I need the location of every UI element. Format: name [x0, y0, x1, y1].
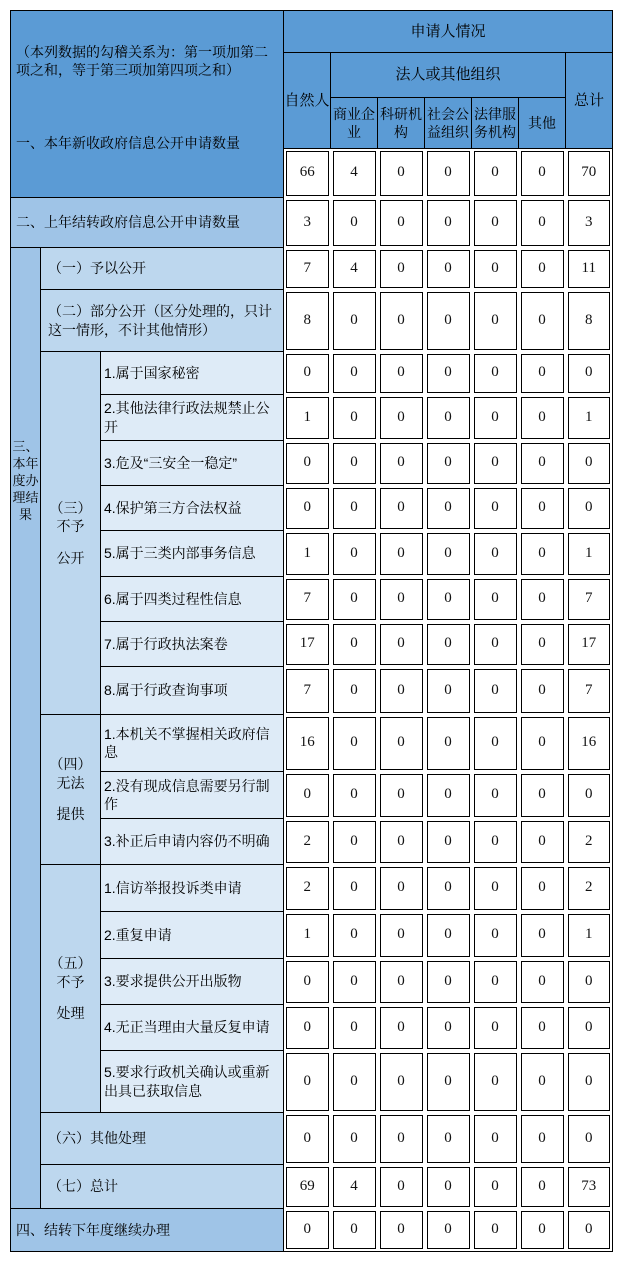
value-cell: 0 [566, 441, 613, 486]
section-label-results-vertical: 三、本年度办理结果 [11, 248, 41, 1209]
value-cell: 0 [472, 486, 519, 531]
value-cell: 0 [472, 198, 519, 248]
value-cell: 0 [425, 441, 472, 486]
item-label: 5.要求行政机关确认或重新出具已获取信息 [101, 1051, 284, 1113]
legal-org-header: 法人或其他组织 [331, 53, 566, 98]
item-label: 2.没有现成信息需要另行制作 [101, 772, 284, 819]
value-cell: 0 [331, 395, 378, 441]
value-cell: 7 [284, 577, 331, 622]
value-cell: 11 [566, 248, 613, 290]
value-cell: 4 [331, 149, 378, 198]
value-cell: 0 [425, 290, 472, 352]
value-cell: 0 [472, 912, 519, 959]
item-label: 3.要求提供公开出版物 [101, 959, 284, 1005]
item-label: 7.属于行政执法案卷 [101, 622, 284, 667]
value-cell: 0 [331, 819, 378, 865]
value-cell: 0 [331, 865, 378, 912]
value-cell: 7 [566, 667, 613, 715]
value-cell: 0 [378, 959, 425, 1005]
value-cell: 7 [284, 667, 331, 715]
value-cell: 0 [331, 1005, 378, 1051]
value-cell: 0 [331, 667, 378, 715]
value-cell: 0 [472, 667, 519, 715]
value-cell: 0 [284, 1209, 331, 1252]
value-cell: 0 [284, 1005, 331, 1051]
value-cell: 0 [425, 667, 472, 715]
value-cell: 0 [566, 772, 613, 819]
value-cell: 0 [425, 198, 472, 248]
value-cell: 0 [331, 959, 378, 1005]
value-cell: 0 [472, 1005, 519, 1051]
value-cell: 2 [284, 819, 331, 865]
value-cell: 0 [331, 198, 378, 248]
value-cell: 0 [425, 149, 472, 198]
value-cell: 0 [378, 248, 425, 290]
value-cell: 17 [284, 622, 331, 667]
value-cell: 0 [331, 622, 378, 667]
row-label-carry-to-next-year: 四、结转下年度继续办理 [11, 1209, 284, 1252]
value-cell: 0 [378, 1165, 425, 1209]
value-cell: 0 [284, 441, 331, 486]
org-type-header-welfare: 社会公益组织 [425, 98, 472, 149]
value-cell: 0 [378, 531, 425, 577]
value-cell: 0 [519, 486, 566, 531]
value-cell: 16 [566, 715, 613, 772]
value-cell: 0 [378, 1113, 425, 1165]
value-cell: 0 [472, 149, 519, 198]
value-cell: 0 [519, 441, 566, 486]
value-cell: 0 [331, 912, 378, 959]
value-cell: 4 [331, 1165, 378, 1209]
value-cell: 0 [519, 772, 566, 819]
value-cell: 0 [378, 441, 425, 486]
item-label: 5.属于三类内部事务信息 [101, 531, 284, 577]
value-cell: 1 [284, 395, 331, 441]
org-type-header-research: 科研机构 [378, 98, 425, 149]
value-cell: 3 [566, 198, 613, 248]
value-cell: 0 [425, 715, 472, 772]
value-cell: 66 [284, 149, 331, 198]
applicant-status-header: 申请人情况 [284, 11, 613, 53]
value-cell: 0 [425, 865, 472, 912]
value-cell: 0 [378, 772, 425, 819]
value-cell: 0 [378, 149, 425, 198]
value-cell: 73 [566, 1165, 613, 1209]
value-cell: 16 [284, 715, 331, 772]
value-cell: 2 [566, 819, 613, 865]
value-cell: 0 [519, 1165, 566, 1209]
value-cell: 0 [519, 531, 566, 577]
value-cell: 69 [284, 1165, 331, 1209]
value-cell: 0 [425, 772, 472, 819]
value-cell: 17 [566, 622, 613, 667]
value-cell: 0 [472, 395, 519, 441]
value-cell: 0 [425, 1051, 472, 1113]
value-cell: 0 [378, 1051, 425, 1113]
value-cell: 0 [378, 290, 425, 352]
disclosure-requests-table [10, 10, 613, 1252]
value-cell: 0 [472, 622, 519, 667]
item-label: 1.信访举报投诉类申请 [101, 865, 284, 912]
value-cell: 0 [331, 486, 378, 531]
value-cell: 0 [519, 290, 566, 352]
value-cell: 0 [378, 622, 425, 667]
item-label: 2.重复申请 [101, 912, 284, 959]
value-cell: 0 [331, 441, 378, 486]
value-cell: 0 [519, 959, 566, 1005]
value-cell: 0 [378, 1209, 425, 1252]
value-cell: 0 [472, 577, 519, 622]
value-cell: 0 [566, 352, 613, 395]
value-cell: 0 [566, 486, 613, 531]
value-cell: 0 [472, 441, 519, 486]
group-label-refused: （三）不予 公开 [41, 352, 101, 715]
value-cell: 0 [331, 290, 378, 352]
value-cell: 0 [425, 819, 472, 865]
item-label: 1.本机关不掌握相关政府信息 [101, 715, 284, 772]
value-cell: 0 [284, 1051, 331, 1113]
value-cell: 0 [331, 1113, 378, 1165]
item-label: 6.属于四类过程性信息 [101, 577, 284, 622]
row-label-granted: （一）予以公开 [41, 248, 284, 290]
value-cell: 8 [566, 290, 613, 352]
natural-person-header: 自然人 [284, 53, 331, 149]
value-cell: 0 [472, 1209, 519, 1252]
value-cell: 0 [425, 912, 472, 959]
item-label: 4.无正当理由大量反复申请 [101, 1005, 284, 1051]
item-label: 4.保护第三方合法权益 [101, 486, 284, 531]
value-cell: 0 [519, 667, 566, 715]
value-cell: 0 [425, 1209, 472, 1252]
value-cell: 0 [472, 715, 519, 772]
value-cell: 0 [284, 352, 331, 395]
value-cell: 0 [284, 959, 331, 1005]
value-cell: 0 [425, 531, 472, 577]
value-cell: 0 [566, 1209, 613, 1252]
value-cell: 2 [284, 865, 331, 912]
value-cell: 0 [472, 959, 519, 1005]
value-cell: 0 [284, 772, 331, 819]
value-cell: 0 [331, 715, 378, 772]
value-cell: 0 [519, 1113, 566, 1165]
value-cell: 0 [519, 912, 566, 959]
value-cell: 0 [566, 1005, 613, 1051]
item-label: 3.补正后申请内容仍不明确 [101, 819, 284, 865]
row-label-carried-over: 二、上年结转政府信息公开申请数量 [11, 198, 284, 248]
value-cell: 7 [566, 577, 613, 622]
value-cell: 0 [378, 912, 425, 959]
value-cell: 0 [472, 772, 519, 819]
row-label-new-requests: 一、本年新收政府信息公开申请数量 [16, 134, 240, 151]
value-cell: 0 [425, 1113, 472, 1165]
value-cell: 0 [519, 1051, 566, 1113]
value-cell: 0 [519, 819, 566, 865]
value-cell: 7 [284, 248, 331, 290]
corner-note: （本列数据的勾稽关系为：第一项加第二项之和，等于第三项加第四项之和） [16, 44, 268, 79]
value-cell: 2 [566, 865, 613, 912]
value-cell: 1 [284, 912, 331, 959]
value-cell: 3 [284, 198, 331, 248]
item-label: 2.其他法律行政法规禁止公开 [101, 395, 284, 441]
group-label-not-processed: （五）不予 处理 [41, 865, 101, 1113]
value-cell: 0 [425, 577, 472, 622]
row-label-subtotal: （七）总计 [41, 1165, 284, 1209]
value-cell: 0 [378, 819, 425, 865]
value-cell: 0 [425, 486, 472, 531]
item-label: 1.属于国家秘密 [101, 352, 284, 395]
corner-note-cell [11, 11, 284, 198]
value-cell: 0 [519, 198, 566, 248]
value-cell: 0 [472, 1165, 519, 1209]
value-cell: 0 [331, 352, 378, 395]
value-cell: 0 [472, 531, 519, 577]
value-cell: 0 [519, 149, 566, 198]
value-cell: 0 [378, 1005, 425, 1051]
value-cell: 0 [519, 352, 566, 395]
value-cell: 1 [566, 395, 613, 441]
value-cell: 0 [425, 395, 472, 441]
value-cell: 0 [519, 715, 566, 772]
value-cell: 0 [331, 772, 378, 819]
value-cell: 0 [566, 1051, 613, 1113]
value-cell: 0 [425, 248, 472, 290]
value-cell: 0 [425, 352, 472, 395]
value-cell: 0 [472, 865, 519, 912]
group-label-unable-to-provide: （四）无法 提供 [41, 715, 101, 865]
value-cell: 0 [425, 622, 472, 667]
value-cell: 0 [566, 959, 613, 1005]
value-cell: 0 [472, 248, 519, 290]
value-cell: 1 [284, 531, 331, 577]
value-cell: 0 [378, 198, 425, 248]
value-cell: 0 [472, 1051, 519, 1113]
org-type-header-legal-service: 法律服务机构 [472, 98, 519, 149]
value-cell: 0 [378, 395, 425, 441]
row-label-other-handling: （六）其他处理 [41, 1113, 284, 1165]
value-cell: 0 [378, 352, 425, 395]
value-cell: 0 [472, 290, 519, 352]
value-cell: 8 [284, 290, 331, 352]
value-cell: 0 [331, 531, 378, 577]
value-cell: 0 [425, 1005, 472, 1051]
value-cell: 0 [331, 1209, 378, 1252]
item-label: 3.危及“三安全一稳定” [101, 441, 284, 486]
value-cell: 0 [378, 667, 425, 715]
value-cell: 0 [472, 352, 519, 395]
value-cell: 0 [519, 248, 566, 290]
value-cell: 0 [425, 959, 472, 1005]
value-cell: 0 [331, 577, 378, 622]
value-cell: 0 [566, 1113, 613, 1165]
value-cell: 4 [331, 248, 378, 290]
value-cell: 0 [284, 486, 331, 531]
org-type-header-other: 其他 [519, 98, 566, 149]
value-cell: 70 [566, 149, 613, 198]
value-cell: 0 [519, 577, 566, 622]
value-cell: 0 [519, 622, 566, 667]
value-cell: 1 [566, 531, 613, 577]
value-cell: 0 [472, 1113, 519, 1165]
value-cell: 0 [519, 1005, 566, 1051]
value-cell: 0 [378, 577, 425, 622]
value-cell: 0 [425, 1165, 472, 1209]
org-type-header-commercial: 商业企业 [331, 98, 378, 149]
total-header: 总计 [566, 53, 613, 149]
value-cell: 1 [566, 912, 613, 959]
value-cell: 0 [331, 1051, 378, 1113]
value-cell: 0 [284, 1113, 331, 1165]
value-cell: 0 [378, 715, 425, 772]
value-cell: 0 [378, 486, 425, 531]
item-label: 8.属于行政查询事项 [101, 667, 284, 715]
row-label-partial: （二）部分公开（区分处理的，只计这一情形，不计其他情形） [41, 290, 284, 352]
value-cell: 0 [519, 865, 566, 912]
value-cell: 0 [519, 395, 566, 441]
value-cell: 0 [378, 865, 425, 912]
value-cell: 0 [519, 1209, 566, 1252]
value-cell: 0 [472, 819, 519, 865]
